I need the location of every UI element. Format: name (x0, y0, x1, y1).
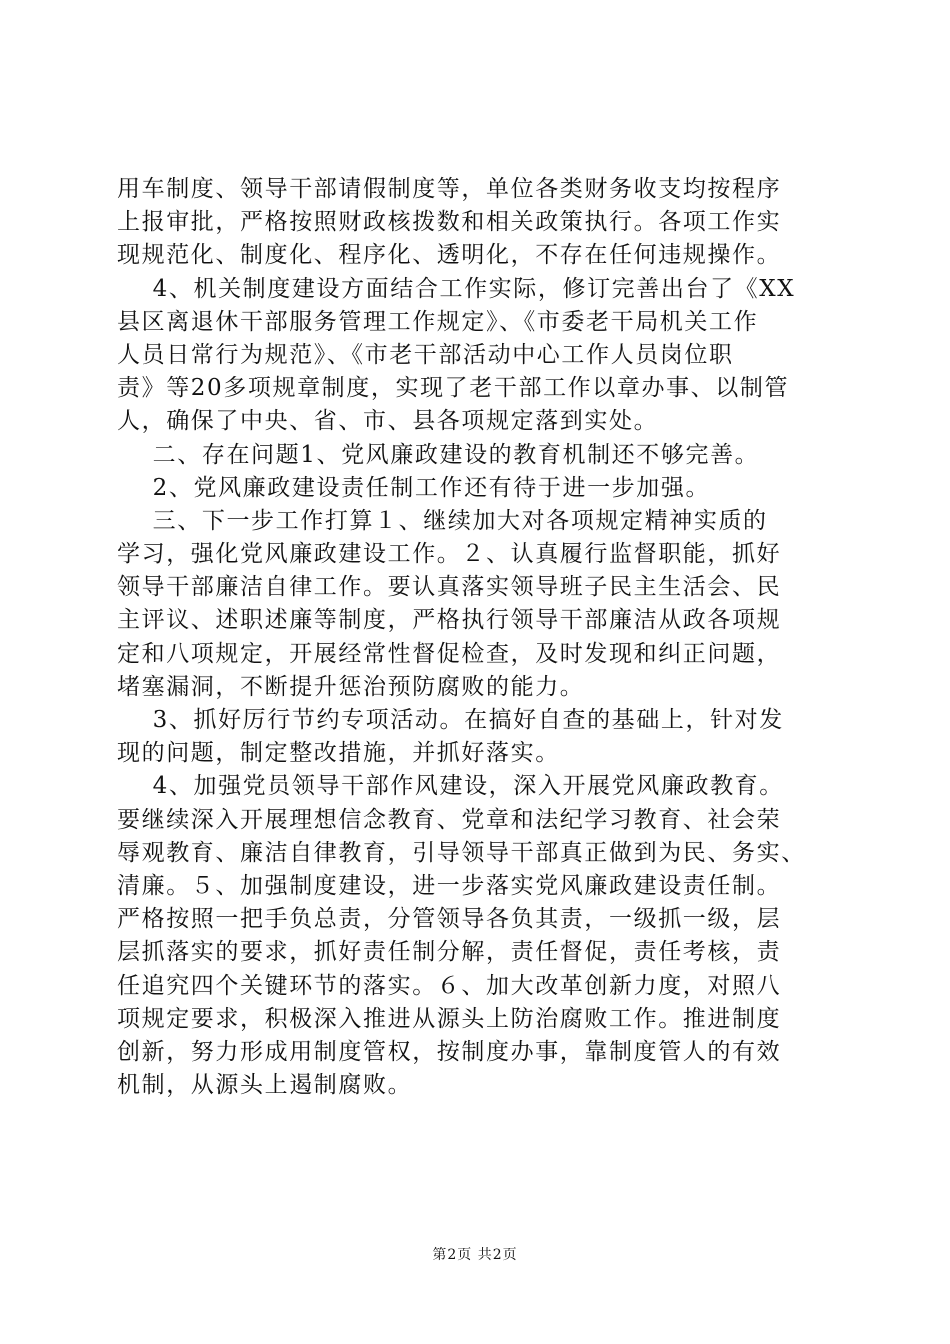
document-body (117, 173, 833, 1102)
text-line: 现规范化、制度化、程序化、透明化，不存在任何违规操作。 (117, 242, 782, 269)
text-line: 主评议、述职述廉等制度，严格执行领导干部廉洁从政各项规 (117, 607, 782, 634)
text-line: 清廉。５、加强制度建设，进一步落实党风廉政建设责任制。 (117, 872, 782, 899)
text-line: 领导干部廉洁自律工作。要认真落实领导班子民主生活会、民 (117, 574, 782, 601)
text-line: 人员日常行为规范》、《市老干部活动中心工作人员岗位职 (117, 341, 734, 368)
text-line: 二、存在问题1、党风廉政建设的教育机制还不够完善。 (117, 441, 760, 468)
text-line: 学习，强化党风廉政建设工作。２、认真履行监督职能，抓好 (117, 541, 782, 568)
text-line: 三、下一步工作打算１、继续加大对各项规定精神实质的 (117, 507, 768, 534)
text-line: 机制，从源头上遏制腐败。 (117, 1072, 413, 1099)
page-footer (0, 1244, 950, 1264)
text-line: 项规定要求，积极深入推进从源头上防治腐败工作。推进制度 (117, 1005, 782, 1032)
text-line: 4、加强党员领导干部作风建设，深入开展党风廉政教育。 (117, 773, 784, 800)
text-line: 县区离退休干部服务管理工作规定》、《市委老干局机关工作 (117, 308, 759, 335)
text-line: 堵塞漏洞，不断提升惩治预防腐败的能力。 (117, 673, 585, 700)
text-line: 创新，努力形成用制度管权，按制度办事，靠制度管人的有效 (117, 1038, 782, 1065)
text-line: 要继续深入开展理想信念教育、党章和法纪学习教育、社会荣 (117, 806, 782, 833)
text-line: 责》等20多项规章制度，实现了老干部工作以章办事、以制管 (117, 375, 790, 402)
text-line: 严格按照一把手负总责，分管领导各负其责，一级抓一级，层 (117, 906, 782, 933)
page-number: 第2页 共2页 (432, 1247, 518, 1263)
text-line: 用车制度、领导干部请假制度等，单位各类财务收支均按程序 (117, 176, 782, 202)
text-line: 2、党风廉政建设责任制工作还有待于进一步加强。 (117, 474, 711, 501)
text-line: 辱观教育、廉洁自律教育，引导领导干部真正做到为民、务实、 (117, 839, 806, 866)
text-line: 人，确保了中央、省、市、县各项规定落到实处。 (117, 408, 659, 435)
text-line: 3、抓好厉行节约专项活动。在搞好自查的基础上，针对发 (117, 707, 784, 733)
text-line: 层抓落实的要求，抓好责任制分解，责任督促，责任考核，责 (117, 939, 782, 966)
text-line: 定和八项规定，开展经常性督促检查，及时发现和纠正问题， (117, 640, 782, 667)
text-line: 上报审批，严格按照财政核拨数和相关政策执行。各项工作实 (117, 209, 782, 236)
text-line: 现的问题，制定整改措施，并抓好落实。 (117, 740, 560, 767)
text-line: 任追究四个关键环节的落实。６、加大改革创新力度，对照八 (117, 972, 782, 999)
text-line: 4、机关制度建设方面结合工作实际，修订完善出台了《XX (117, 275, 796, 302)
